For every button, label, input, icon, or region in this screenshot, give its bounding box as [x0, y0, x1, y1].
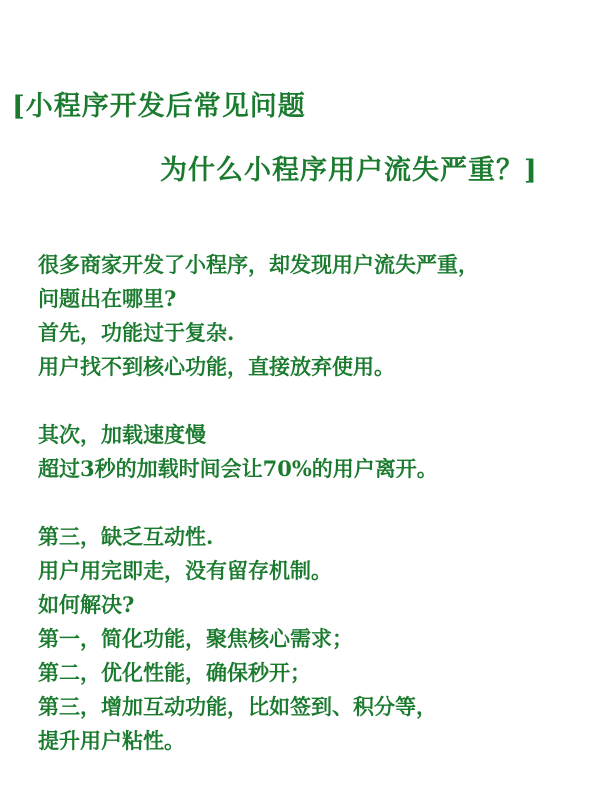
- paragraph-1-line-2: 问题出在哪里?: [38, 286, 177, 311]
- paragraph-3-line-4: 第一，简化功能，聚焦核心需求；: [38, 626, 353, 651]
- title-line-1: [小程序开发后常见问题: [12, 91, 306, 122]
- paragraph-3-line-2: 用户用完即走，没有留存机制。: [38, 558, 332, 583]
- paragraph-3-line-3: 如何解决?: [38, 592, 135, 617]
- paragraph-1-line-4: 用户找不到核心功能，直接放弃使用。: [38, 354, 395, 379]
- paragraph-gap: [38, 486, 583, 520]
- body-text: [38, 248, 583, 758]
- title-line-2: 为什么小程序用户流失严重？]: [160, 155, 538, 186]
- paragraph-2-line-2: 超过3秒的加载时间会让70%的用户离开。: [38, 456, 438, 481]
- paragraph-gap: [38, 384, 583, 418]
- paragraph-3-line-6: 第三，增加互动功能，比如签到、积分等，: [38, 694, 437, 719]
- paragraph-3-line-1: 第三，缺乏互动性.: [38, 524, 214, 549]
- paragraph-1-line-3: 首先，功能过于复杂.: [38, 320, 235, 345]
- paragraph-2-line-1: 其次，加载速度慢: [38, 422, 206, 447]
- paragraph-3-line-7: 提升用户粘性。: [38, 728, 185, 753]
- paragraph-1-line-1: 很多商家开发了小程序，却发现用户流失严重，: [38, 252, 479, 277]
- paragraph-3-line-5: 第二，优化性能，确保秒开；: [38, 660, 311, 685]
